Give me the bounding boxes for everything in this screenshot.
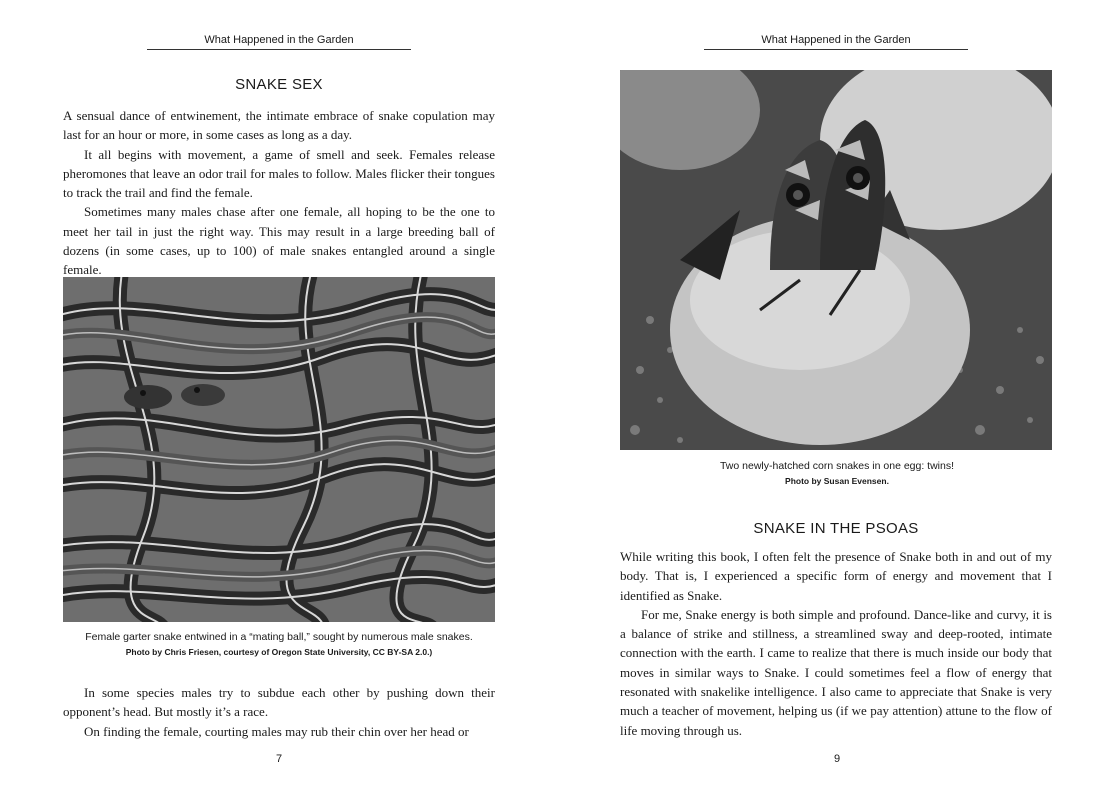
right-page — [558, 0, 1116, 800]
figure-caption — [598, 459, 1076, 488]
page-number: 9 — [833, 753, 841, 765]
body-text-bottom — [63, 683, 495, 741]
running-head: What Happened in the Garden — [147, 32, 411, 50]
section-title: SNAKE IN THE PSOAS — [753, 520, 919, 537]
paragraph: For me, Snake energy is both simple and profound. Dance-like and curvy, it is a balance of strike and stillness, a streamlined sway and deep-rooted, intimate connection with the earth. I came to realize that there is much inside our body that moves in similar ways to Snake. I could sometimes feel a flow of energy that resonated with snakelike intelligence. I also came to appreciate that Snake is very much a teacher of movement, helping us (if we pay attention) attune to the flow of life moving through us. — [620, 606, 1052, 738]
paragraph: In some species males try to subdue each other by pushing down their opponent’s head. But mostly it’s a race. — [63, 685, 495, 720]
caption-text: Female garter snake entwined in a “mating ball,” sought by numerous male snakes. — [85, 631, 473, 643]
corn-snake-egg-photo — [620, 70, 1052, 450]
caption-text: Two newly-hatched corn snakes in one egg: twins! — [719, 460, 955, 472]
page-number: 7 — [275, 753, 283, 765]
paragraph: While writing this book, I often felt the presence of Snake both in and out of my body. That is, I experienced a specific form of energy and movement that I identified as Snake. — [620, 549, 1052, 603]
photo-credit: Photo by Chris Friesen, courtesy of Oregon State University, CC BY-SA 2.0.) — [125, 647, 433, 657]
figure-caption — [40, 630, 518, 659]
body-text — [620, 547, 1052, 740]
body-text-top — [63, 106, 495, 280]
paragraph: Sometimes many males chase after one female, all hoping to be the one to meet her tail in just the right way. This may result in a large breeding ball of dozens (in some cases, up to 100) of male snakes entangled around a single female. — [63, 204, 495, 278]
running-head: What Happened in the Garden — [704, 32, 968, 50]
section-title: SNAKE SEX — [235, 76, 323, 93]
paragraph: It all begins with movement, a game of smell and seek. Females release pheromones that leave an odor trail for males to follow. Males flicker their tongues to track the trail and find the female. — [63, 146, 495, 201]
photo-credit: Photo by Susan Evensen. — [785, 476, 889, 486]
paragraph: A sensual dance of entwinement, the intimate embrace of snake copulation may last for an hour or more, in some cases as long as a day. — [63, 108, 495, 143]
garter-snake-photo — [63, 277, 495, 622]
paragraph: On finding the female, courting males may rub their chin over her head or — [84, 723, 469, 739]
